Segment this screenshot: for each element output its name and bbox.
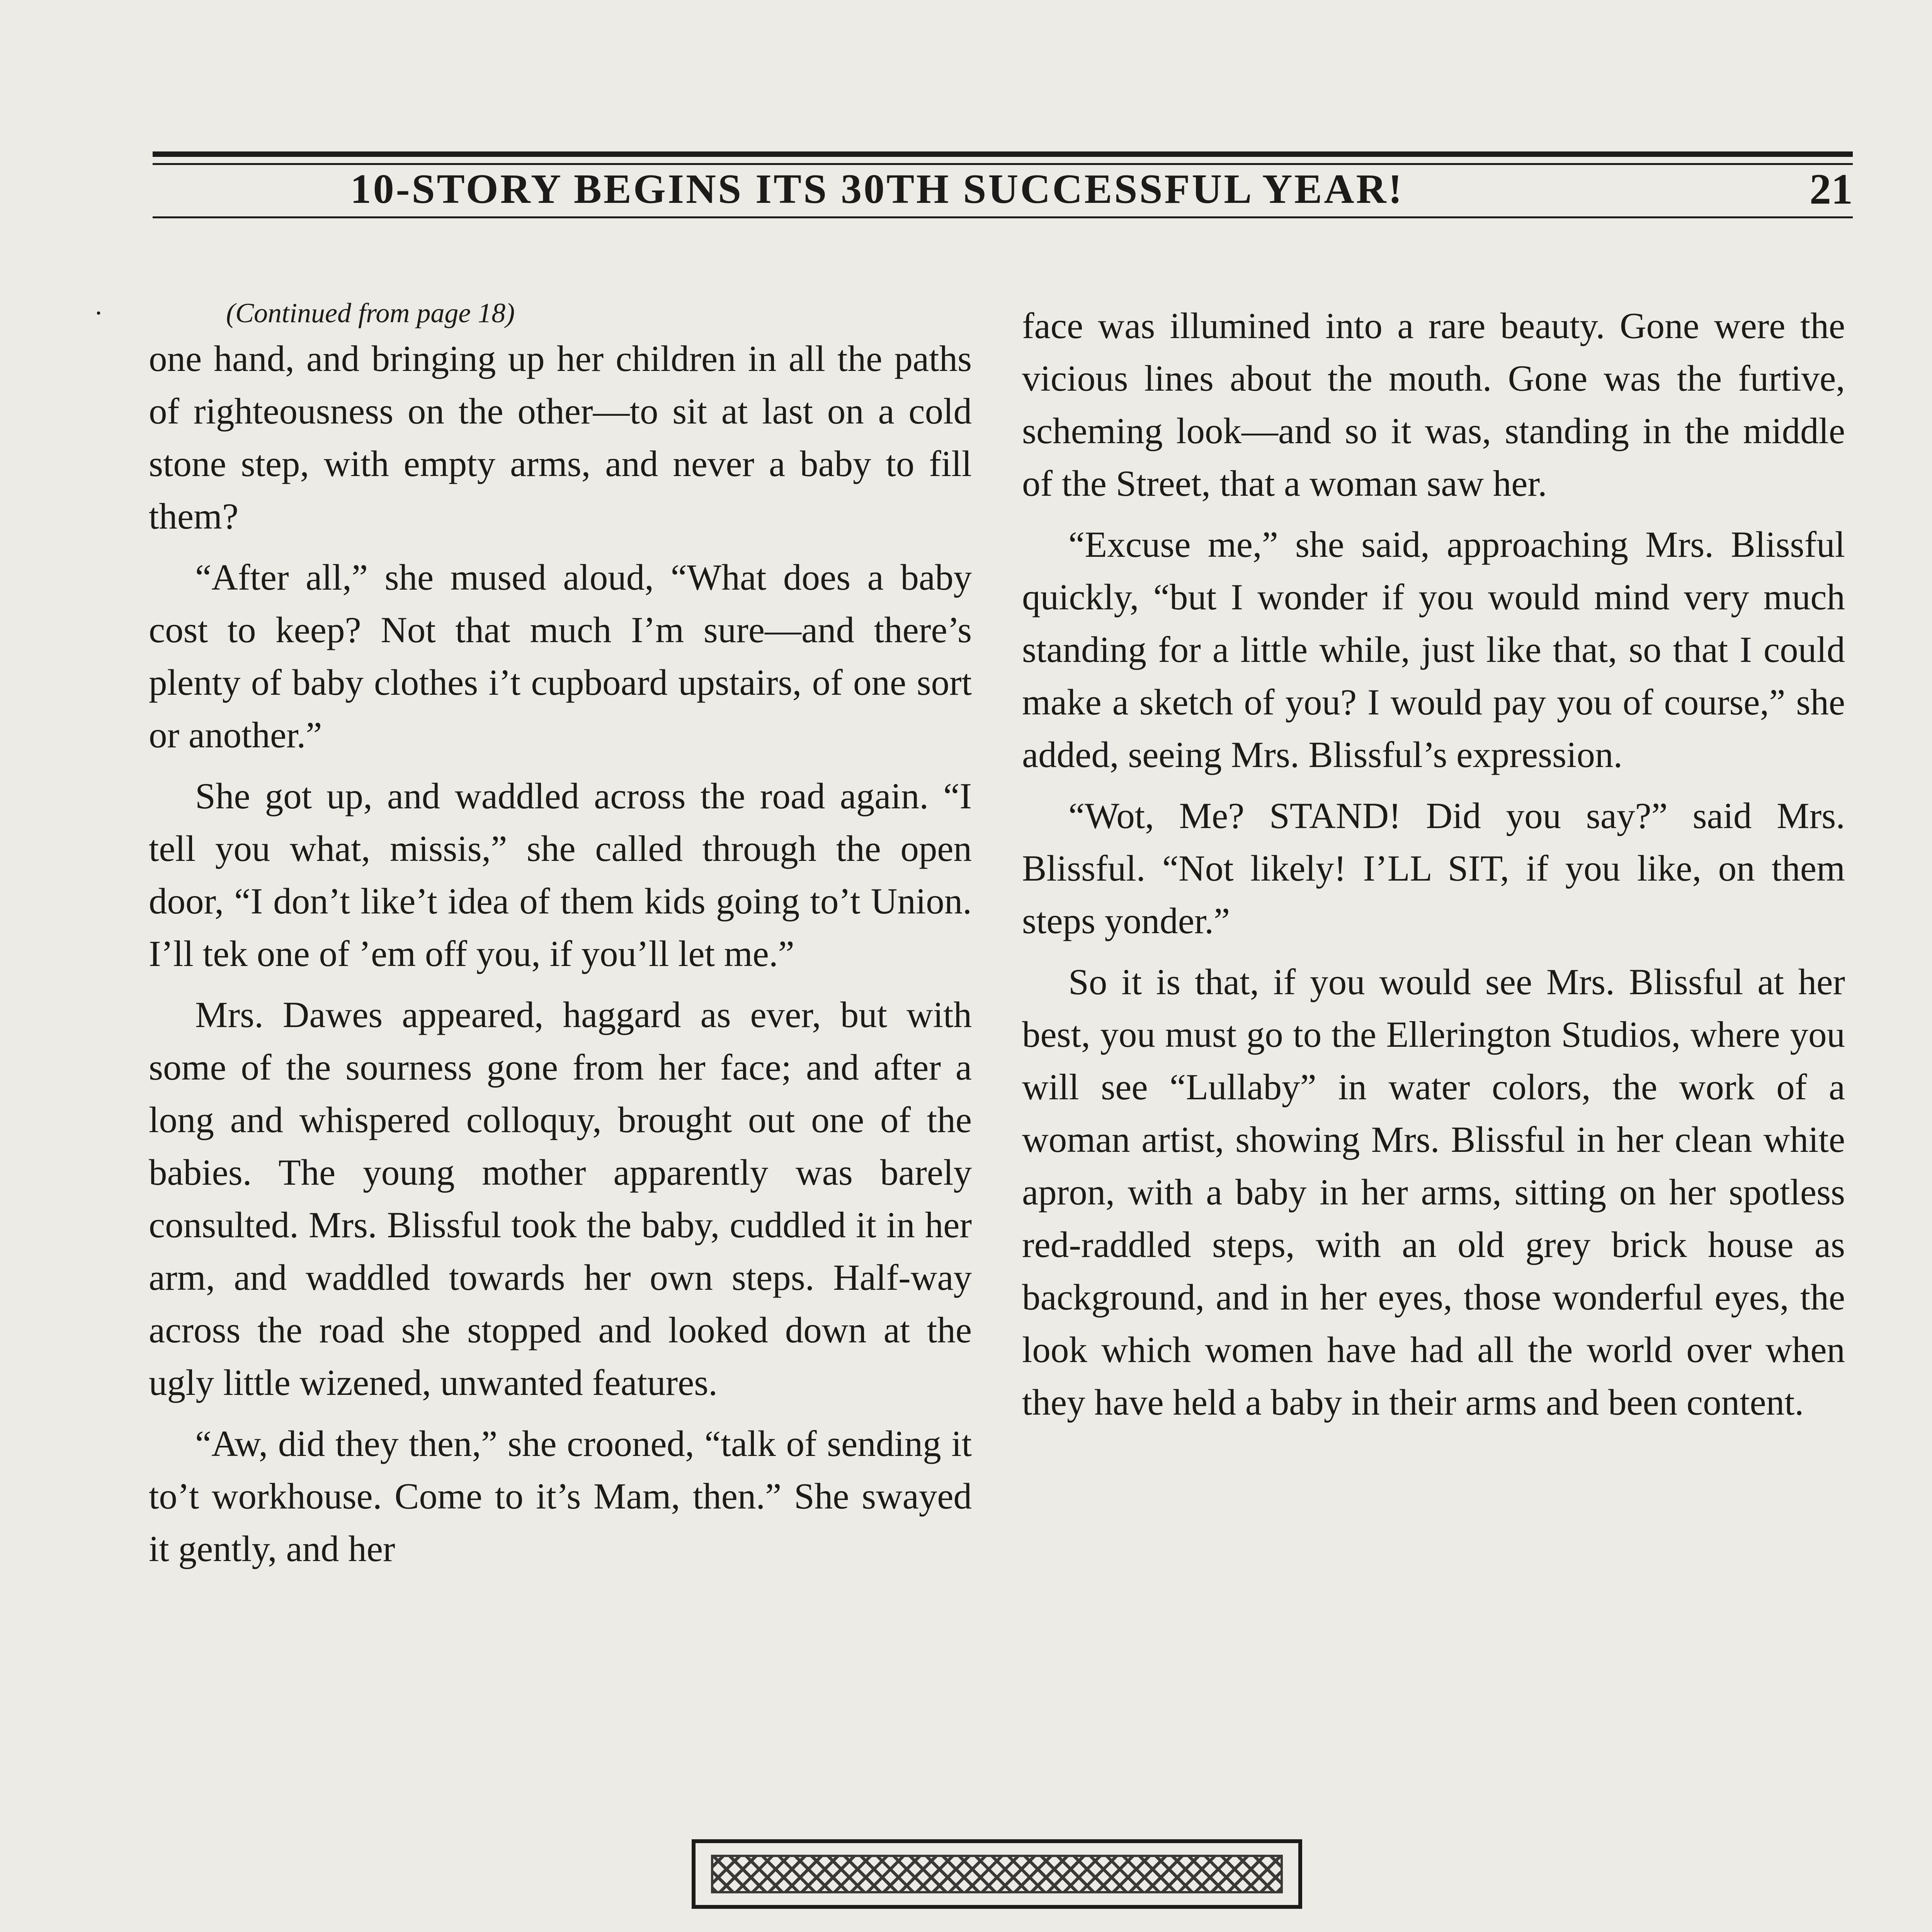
left-column <box>95 294 972 1583</box>
paragraph: “Aw, did they then,” she crooned, “talk of sending it to’t workhouse. Come to it’s Mam, then.” She swayed it gently, and her <box>149 1423 972 1569</box>
continued-note <box>95 294 972 332</box>
header-rule-thin <box>153 163 1853 165</box>
decorative-border-bar-icon <box>692 1839 1302 1909</box>
paragraph: “Excuse me,” she said, approaching Mrs. Blissful quickly, “but I wonder if you would mind very much standing for a little while, just like that, so that I could make a sketch of you? I would pay you of course,” she added, seeing Mrs. Blissful’s expression. <box>1022 524 1845 775</box>
paragraph: face was illumined into a rare beauty. Gone were the vicious lines about the mouth. Gone was the furtive, scheming look—and so it was, standing in the middle of the Street, that a woman saw her. <box>1022 305 1845 504</box>
running-title: 10-STORY BEGINS ITS 30TH SUCCESSFUL YEAR! <box>350 166 1404 212</box>
paragraph: one hand, and bringing up her children in all the paths of righteousness on the other—to sit at last on a cold stone step, with empty arms, and never a baby to fill them? <box>149 338 972 537</box>
right-column <box>1022 299 1845 1437</box>
bullet-dot-icon: · <box>95 298 102 328</box>
paragraph: “After all,” she mused aloud, “What does a baby cost to keep? Not that much I’m sure—and there’s plenty of baby clothes i’t cupboard upstairs, of one sort or another.” <box>149 557 972 755</box>
paragraph: She got up, and waddled across the road again. “I tell you what, missis,” she called through the open door, “I don’t like’t idea of them kids going to’t Union. I’ll tek one of ’em off you, if you’ll let me.” <box>149 776 972 974</box>
paragraph: Mrs. Dawes appeared, haggard as ever, but with some of the sourness gone from her face; and after a long and whispered colloquy, brought out one of the babies. The young mother apparently was barely consulted. Mrs. Blissful took the baby, cuddled it in her arm, and waddled towards her own steps. Half-way across the road she stopped and looked down at the ugly little wizened, unwanted features. <box>149 994 972 1403</box>
paragraph: So it is that, if you would see Mrs. Blissful at her best, you must go to the Ellerington Studios, where you will see “Lullaby” in water colors, the work of a woman artist, showing Mrs. Blissful in her clean white apron, with a baby in her arms, sitting on her spotless red-raddled steps, with an old grey brick house as background, and in her eyes, those wonderful eyes, the look which women have had all the world over when they have held a baby in their arms and been content. <box>1022 961 1845 1423</box>
header-rule-thick <box>153 151 1853 157</box>
continued-note-text: (Continued from page 18) <box>226 298 515 328</box>
ornament-pattern <box>711 1855 1283 1893</box>
page-number: 21 <box>1810 165 1853 213</box>
header-rule-bottom <box>153 216 1853 218</box>
paragraph: “Wot, Me? STAND! Did you say?” said Mrs. Blissful. “Not likely! I’LL SIT, if you like, on them steps yonder.” <box>1022 795 1845 941</box>
